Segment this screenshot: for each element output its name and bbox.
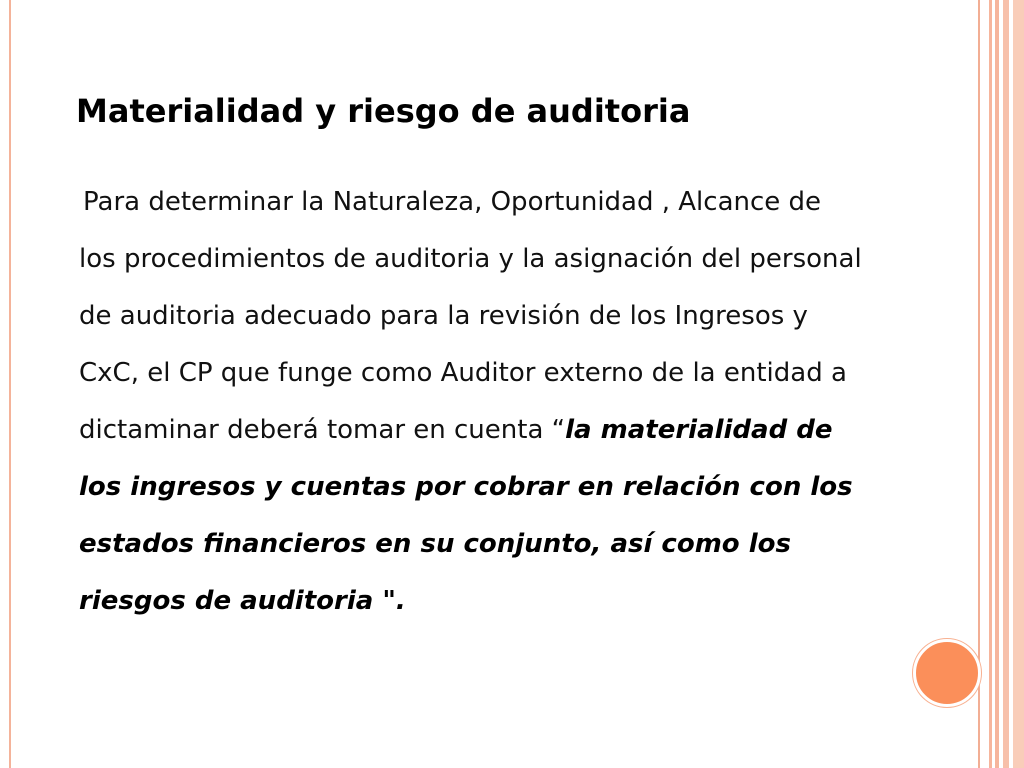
right-border-band	[989, 0, 1024, 768]
paragraph-line-5-emphasis: la materialidad de	[565, 415, 833, 445]
paragraph-line-1: Para determinar la Naturaleza, Oportunidad , Alcance de	[83, 187, 822, 217]
border-stripe	[989, 0, 992, 768]
border-stripe	[995, 0, 999, 768]
slide-paragraph	[79, 174, 929, 630]
paragraph-line-5	[79, 402, 929, 459]
left-border-line	[9, 0, 11, 768]
paragraph-line-4: CxC, el CP que funge como Auditor externo de la entidad a	[79, 358, 847, 388]
paragraph-line-2: los procedimientos de auditoria y la asignación del personal	[79, 244, 862, 274]
paragraph-line-6: los ingresos y cuentas por cobrar en relación con los	[79, 472, 853, 502]
border-stripe	[1013, 0, 1024, 768]
paragraph-line-3: de auditoria adecuado para la revisión de los Ingresos y	[79, 301, 808, 331]
paragraph-line-7: estados financieros en su conjunto, así como los	[79, 529, 791, 559]
right-border-line	[978, 0, 980, 768]
paragraph-line-8: riesgos de auditoria ".	[79, 586, 406, 616]
slide-title: Materialidad y riesgo de auditoria	[76, 92, 691, 130]
decorative-orange-circle	[913, 639, 981, 707]
border-stripe	[1003, 0, 1009, 768]
paragraph-line-5-plain: dictaminar deberá tomar en cuenta “	[79, 415, 566, 445]
